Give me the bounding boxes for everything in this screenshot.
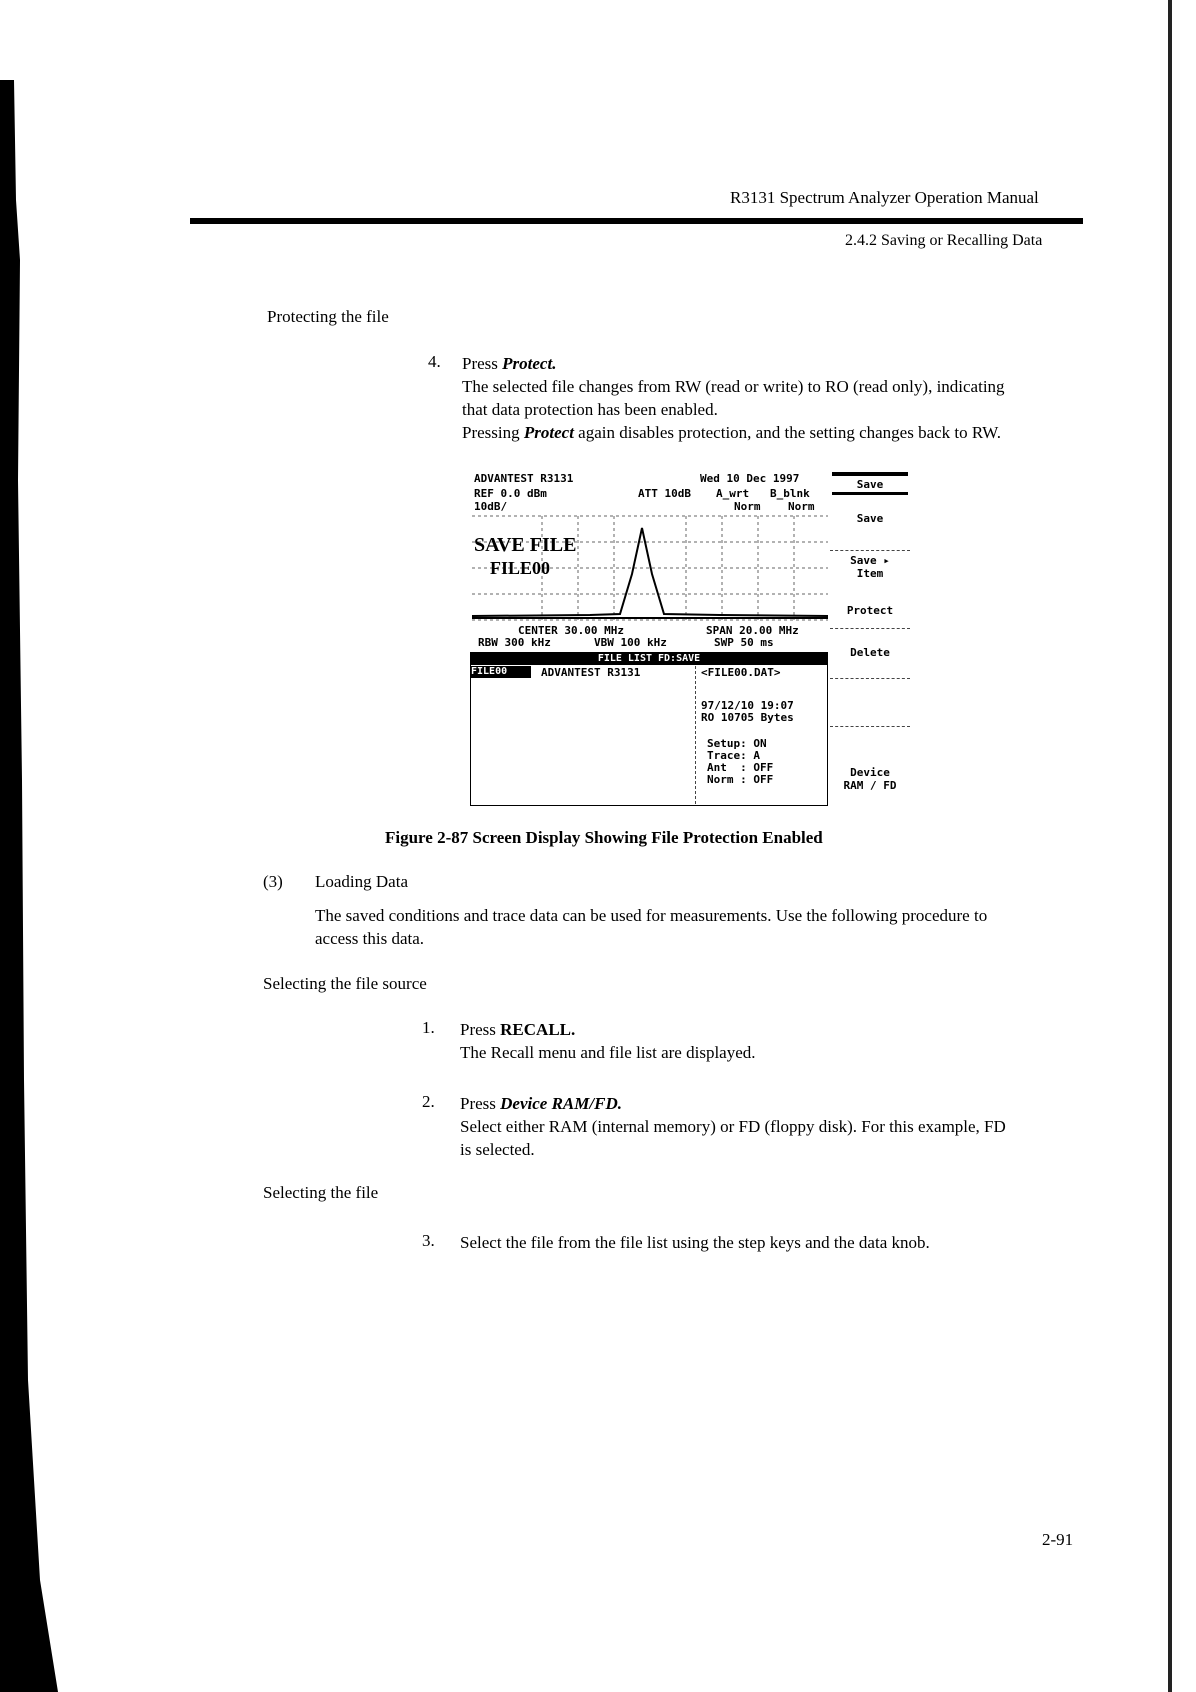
screen-norm-a: Norm	[734, 500, 761, 513]
file-detail-date: 97/12/10 19:07	[701, 699, 794, 712]
screen-brand: ADVANTEST R3131	[474, 472, 574, 485]
file-list-title-bar: FILE LIST FD:SAVE	[471, 653, 827, 665]
step-2-line2: is selected.	[460, 1140, 535, 1159]
section-title: 2.4.2 Saving or Recalling Data	[845, 232, 1043, 249]
side-label-file-source: Selecting the file source	[263, 974, 427, 993]
file-list-selected-item[interactable]: FILE00	[471, 666, 531, 678]
menu-title: Save	[856, 478, 884, 491]
file-list-entry[interactable]: ADVANTEST R3131	[541, 666, 641, 679]
softkey-protect[interactable]: Protect	[846, 604, 894, 617]
step-3-number: 3.	[422, 1231, 435, 1250]
figure-caption: Figure 2-87 Screen Display Showing File Protection Enabled	[385, 828, 823, 847]
device-ram-fd-key: Device RAM/FD.	[500, 1094, 622, 1113]
step-2-press: Press	[460, 1094, 501, 1113]
step-4-number: 4.	[428, 352, 441, 371]
page-number: 2-91	[1042, 1530, 1074, 1549]
loading-line2: access this data.	[315, 929, 425, 948]
softkey-device-line2: RAM / FD	[843, 779, 897, 792]
step-1-line: The Recall menu and file list are displayed.	[460, 1043, 756, 1062]
step-2-text	[460, 1092, 1006, 1161]
screen-span: SPAN 20.00 MHz	[706, 624, 799, 637]
screen-att: ATT 10dB	[638, 487, 691, 500]
softkey-save-item[interactable]: Save ▸ Item	[850, 554, 890, 580]
file-list-panel	[470, 652, 828, 806]
scan-edge-right	[1168, 0, 1172, 1692]
step-4-line3-pre: Pressing	[462, 423, 524, 442]
file-detail-name: <FILE00.DAT>	[701, 666, 781, 679]
menu-divider	[830, 550, 910, 551]
softkey-save-item-line2: Item	[856, 567, 884, 580]
step-4-text	[462, 352, 1005, 444]
softkey-save[interactable]: Save	[856, 512, 884, 525]
file-detail-size: RO 10705 Bytes	[701, 711, 794, 724]
file-detail-norm: Norm : OFF	[707, 773, 774, 786]
step-2-number: 2.	[422, 1092, 435, 1111]
menu-divider	[830, 628, 910, 629]
scan-shadow-left	[0, 80, 60, 1692]
screen-trace-b: B_blnk	[770, 487, 810, 500]
step-1-text	[460, 1018, 756, 1064]
screen-norm-b: Norm	[788, 500, 815, 513]
step-4-press: Press	[462, 354, 503, 373]
screen-date: Wed 10 Dec 1997	[700, 472, 800, 485]
file-list-divider	[695, 666, 696, 804]
side-label-file: Selecting the file	[263, 1183, 379, 1202]
save-file-label: SAVE FILE	[474, 534, 577, 556]
menu-divider	[830, 678, 910, 679]
analyzer-screen	[470, 470, 910, 810]
step-1-number: 1.	[422, 1018, 435, 1037]
protect-key-2: Protect	[523, 423, 574, 442]
loading-title: Loading Data	[315, 872, 408, 891]
step-1-press: Press	[460, 1020, 501, 1039]
step-4-line2: that data protection has been enabled.	[462, 400, 718, 419]
loading-description	[315, 904, 987, 950]
menu-divider	[830, 726, 910, 727]
menu-title-bar-bottom	[832, 492, 908, 495]
protect-key: Protect.	[502, 354, 557, 373]
file-detail-setup: Setup: ON	[707, 737, 767, 750]
header-rule	[190, 218, 1083, 224]
screen-ref-level: REF 0.0 dBm	[474, 487, 547, 500]
file-detail-ant: Ant : OFF	[707, 761, 774, 774]
loading-line1: The saved conditions and trace data can be used for measurements. Use the following procedure to	[315, 906, 988, 925]
screen-rbw: RBW 300 kHz	[478, 636, 551, 649]
step-3-text: Select the file from the file list using the step keys and the data knob.	[460, 1233, 930, 1252]
screen-trace-a: A_wrt	[716, 487, 750, 500]
screen-vbw: VBW 100 kHz	[594, 636, 667, 649]
softkey-save-item-line1: Save	[850, 554, 877, 567]
menu-title-bar-top	[832, 472, 908, 476]
screen-scale: 10dB/	[474, 500, 508, 513]
side-label-protecting: Protecting the file	[267, 307, 389, 326]
softkey-device[interactable]	[830, 766, 910, 792]
loading-number: (3)	[263, 872, 283, 891]
step-4-line3-post: again disables protection, and the setting changes back to RW.	[573, 423, 1002, 442]
recall-key: RECALL.	[500, 1020, 576, 1039]
step-4-line1: The selected file changes from RW (read or write) to RO (read only), indicating	[462, 377, 1005, 396]
step-2-line1: Select either RAM (internal memory) or FD (floppy disk). For this example, FD	[460, 1117, 1006, 1136]
screen-swp: SWP 50 ms	[714, 636, 774, 649]
screen-center: CENTER 30.00 MHz	[518, 624, 624, 637]
softkey-device-line1: Device	[850, 766, 890, 779]
save-file-name: FILE00	[490, 558, 551, 578]
file-detail-trace: Trace: A	[707, 749, 760, 762]
softkey-delete[interactable]: Delete	[850, 646, 890, 659]
manual-title: R3131 Spectrum Analyzer Operation Manual	[730, 188, 1039, 207]
